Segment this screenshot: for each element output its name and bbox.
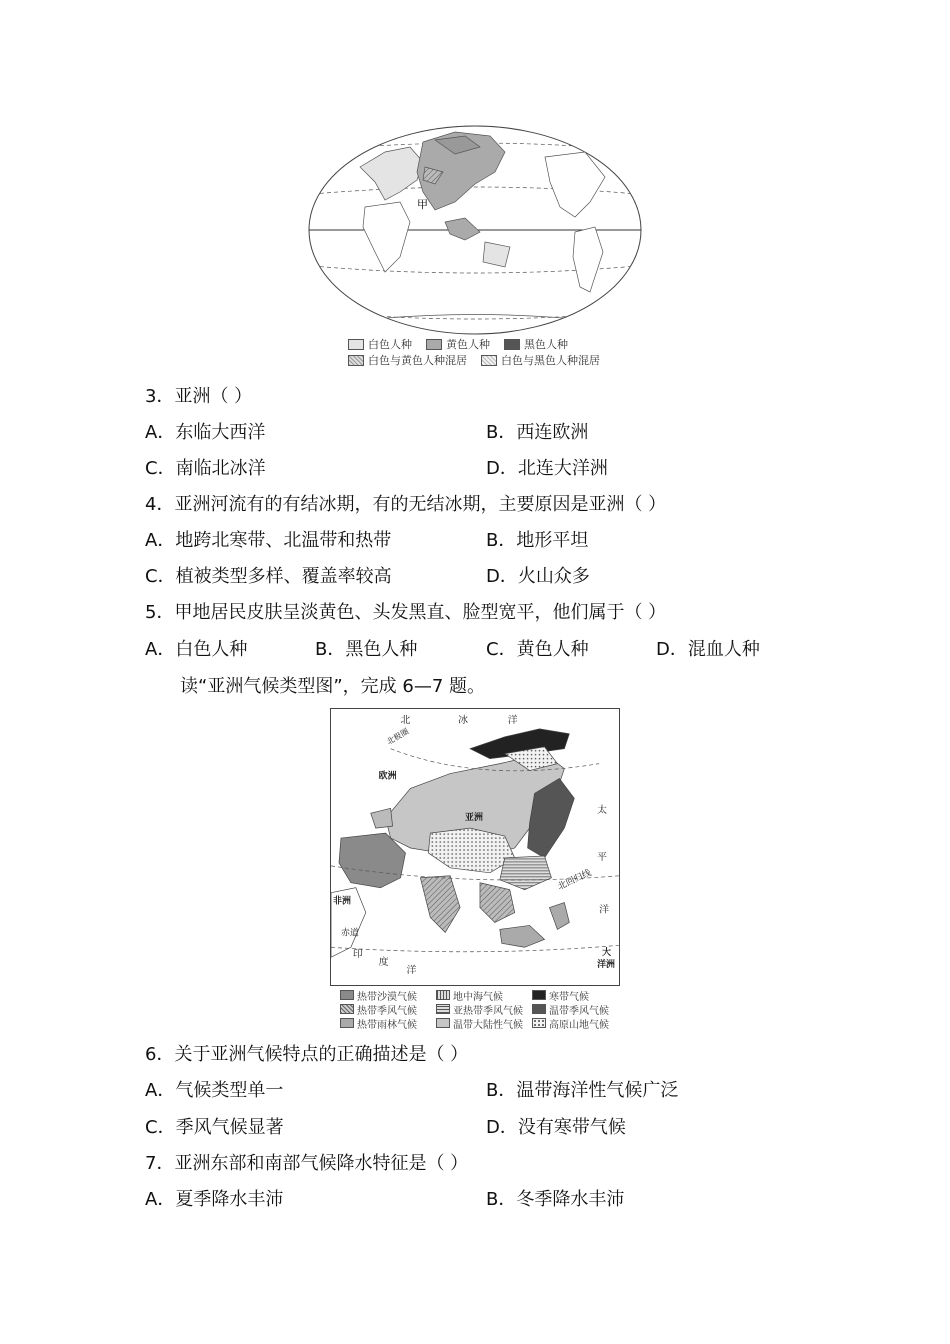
legend-item: 温带季风气候 — [532, 1002, 628, 1017]
legend-item: 黄色人种 — [426, 336, 490, 352]
label-indian-1: 印 — [352, 949, 363, 961]
question-4-stem: 4．亚洲河流有的有结冰期，有的无结冰期，主要原因是亚洲（ ） — [145, 494, 667, 515]
legend-item: 寒带气候 — [532, 988, 628, 1003]
q6-option-b[interactable]: B．温带海洋性气候广泛 — [486, 1080, 679, 1101]
label-pacific-3: 洋 — [599, 904, 610, 916]
q5-option-a[interactable]: A．白色人种 — [145, 639, 248, 660]
q5-option-b[interactable]: B．黑色人种 — [315, 639, 418, 660]
q4-option-c[interactable]: C．植被类型多样、覆盖率较高 — [145, 566, 392, 587]
q7-option-a[interactable]: A．夏季降水丰沛 — [145, 1189, 284, 1210]
q4-option-d[interactable]: D．火山众多 — [486, 566, 590, 587]
label-africa: 非洲 — [333, 896, 351, 907]
question-5-stem: 5．甲地居民皮肤呈淡黄色、头发黑直、脸型宽平，他们属于（ ） — [145, 602, 667, 623]
race-legend — [348, 336, 648, 368]
q3-option-d[interactable]: D．北连大洋洲 — [486, 458, 608, 479]
label-indian-3: 洋 — [406, 965, 417, 977]
label-indian-2: 度 — [378, 957, 389, 969]
label-north-3: 洋 — [507, 714, 518, 726]
legend-item: 黑色人种 — [504, 336, 568, 352]
instruction-text: 读“亚洲气候类型图”，完成 6—7 题。 — [180, 676, 485, 697]
q6-option-c[interactable]: C．季风气候显著 — [145, 1117, 284, 1138]
q5-option-c[interactable]: C．黄色人种 — [486, 639, 589, 660]
q6-option-d[interactable]: D．没有寒带气候 — [486, 1117, 626, 1138]
q3-option-b[interactable]: B．西连欧洲 — [486, 422, 589, 443]
legend-item: 高原山地气候 — [532, 1016, 628, 1031]
label-arctic-circle: 北极圈 — [385, 726, 411, 747]
legend-item: 白色人种 — [348, 336, 412, 352]
label-oceania-2: 洋洲 — [597, 960, 615, 971]
climate-legend — [340, 988, 630, 1030]
q3-option-c[interactable]: C．南临北冰洋 — [145, 458, 266, 479]
label-pacific-1: 太 — [597, 805, 608, 817]
legend-item: 温带大陆性气候 — [436, 1016, 532, 1031]
label-asia: 亚洲 — [465, 813, 483, 824]
legend-item: 热带季风气候 — [340, 1002, 436, 1017]
q3-option-a[interactable]: A．东临大西洋 — [145, 422, 266, 443]
world-race-map — [305, 122, 645, 337]
legend-item: 白色与黑色人种混居 — [481, 352, 600, 368]
asia-climate-map — [330, 708, 620, 986]
label-equator: 赤道 — [340, 928, 359, 939]
question-6-stem: 6．关于亚洲气候特点的正确描述是（ ） — [145, 1044, 469, 1065]
q4-option-b[interactable]: B．地形平坦 — [486, 530, 589, 551]
label-oceania-1: 大 — [602, 948, 612, 959]
point-jia: 甲 — [417, 198, 428, 211]
legend-item: 亚热带季风气候 — [436, 1002, 532, 1017]
label-north-2: 冰 — [458, 714, 469, 726]
q7-option-b[interactable]: B．冬季降水丰沛 — [486, 1189, 625, 1210]
legend-item: 热带沙漠气候 — [340, 988, 436, 1003]
label-north-1: 北 — [400, 714, 411, 726]
label-pacific-2: 平 — [597, 851, 608, 863]
q6-option-a[interactable]: A．气候类型单一 — [145, 1080, 284, 1101]
legend-item: 热带雨林气候 — [340, 1016, 436, 1031]
label-europe: 欧洲 — [378, 771, 397, 782]
q5-option-d[interactable]: D．混血人种 — [656, 639, 760, 660]
label-tropic: 北回归线 — [556, 868, 594, 893]
question-7-stem: 7．亚洲东部和南部气候降水特征是（ ） — [145, 1153, 469, 1174]
legend-item: 白色与黄色人种混居 — [348, 352, 467, 368]
legend-item: 地中海气候 — [436, 988, 532, 1003]
question-3-stem: 3．亚洲（ ） — [145, 386, 253, 407]
q4-option-a[interactable]: A．地跨北寒带、北温带和热带 — [145, 530, 392, 551]
